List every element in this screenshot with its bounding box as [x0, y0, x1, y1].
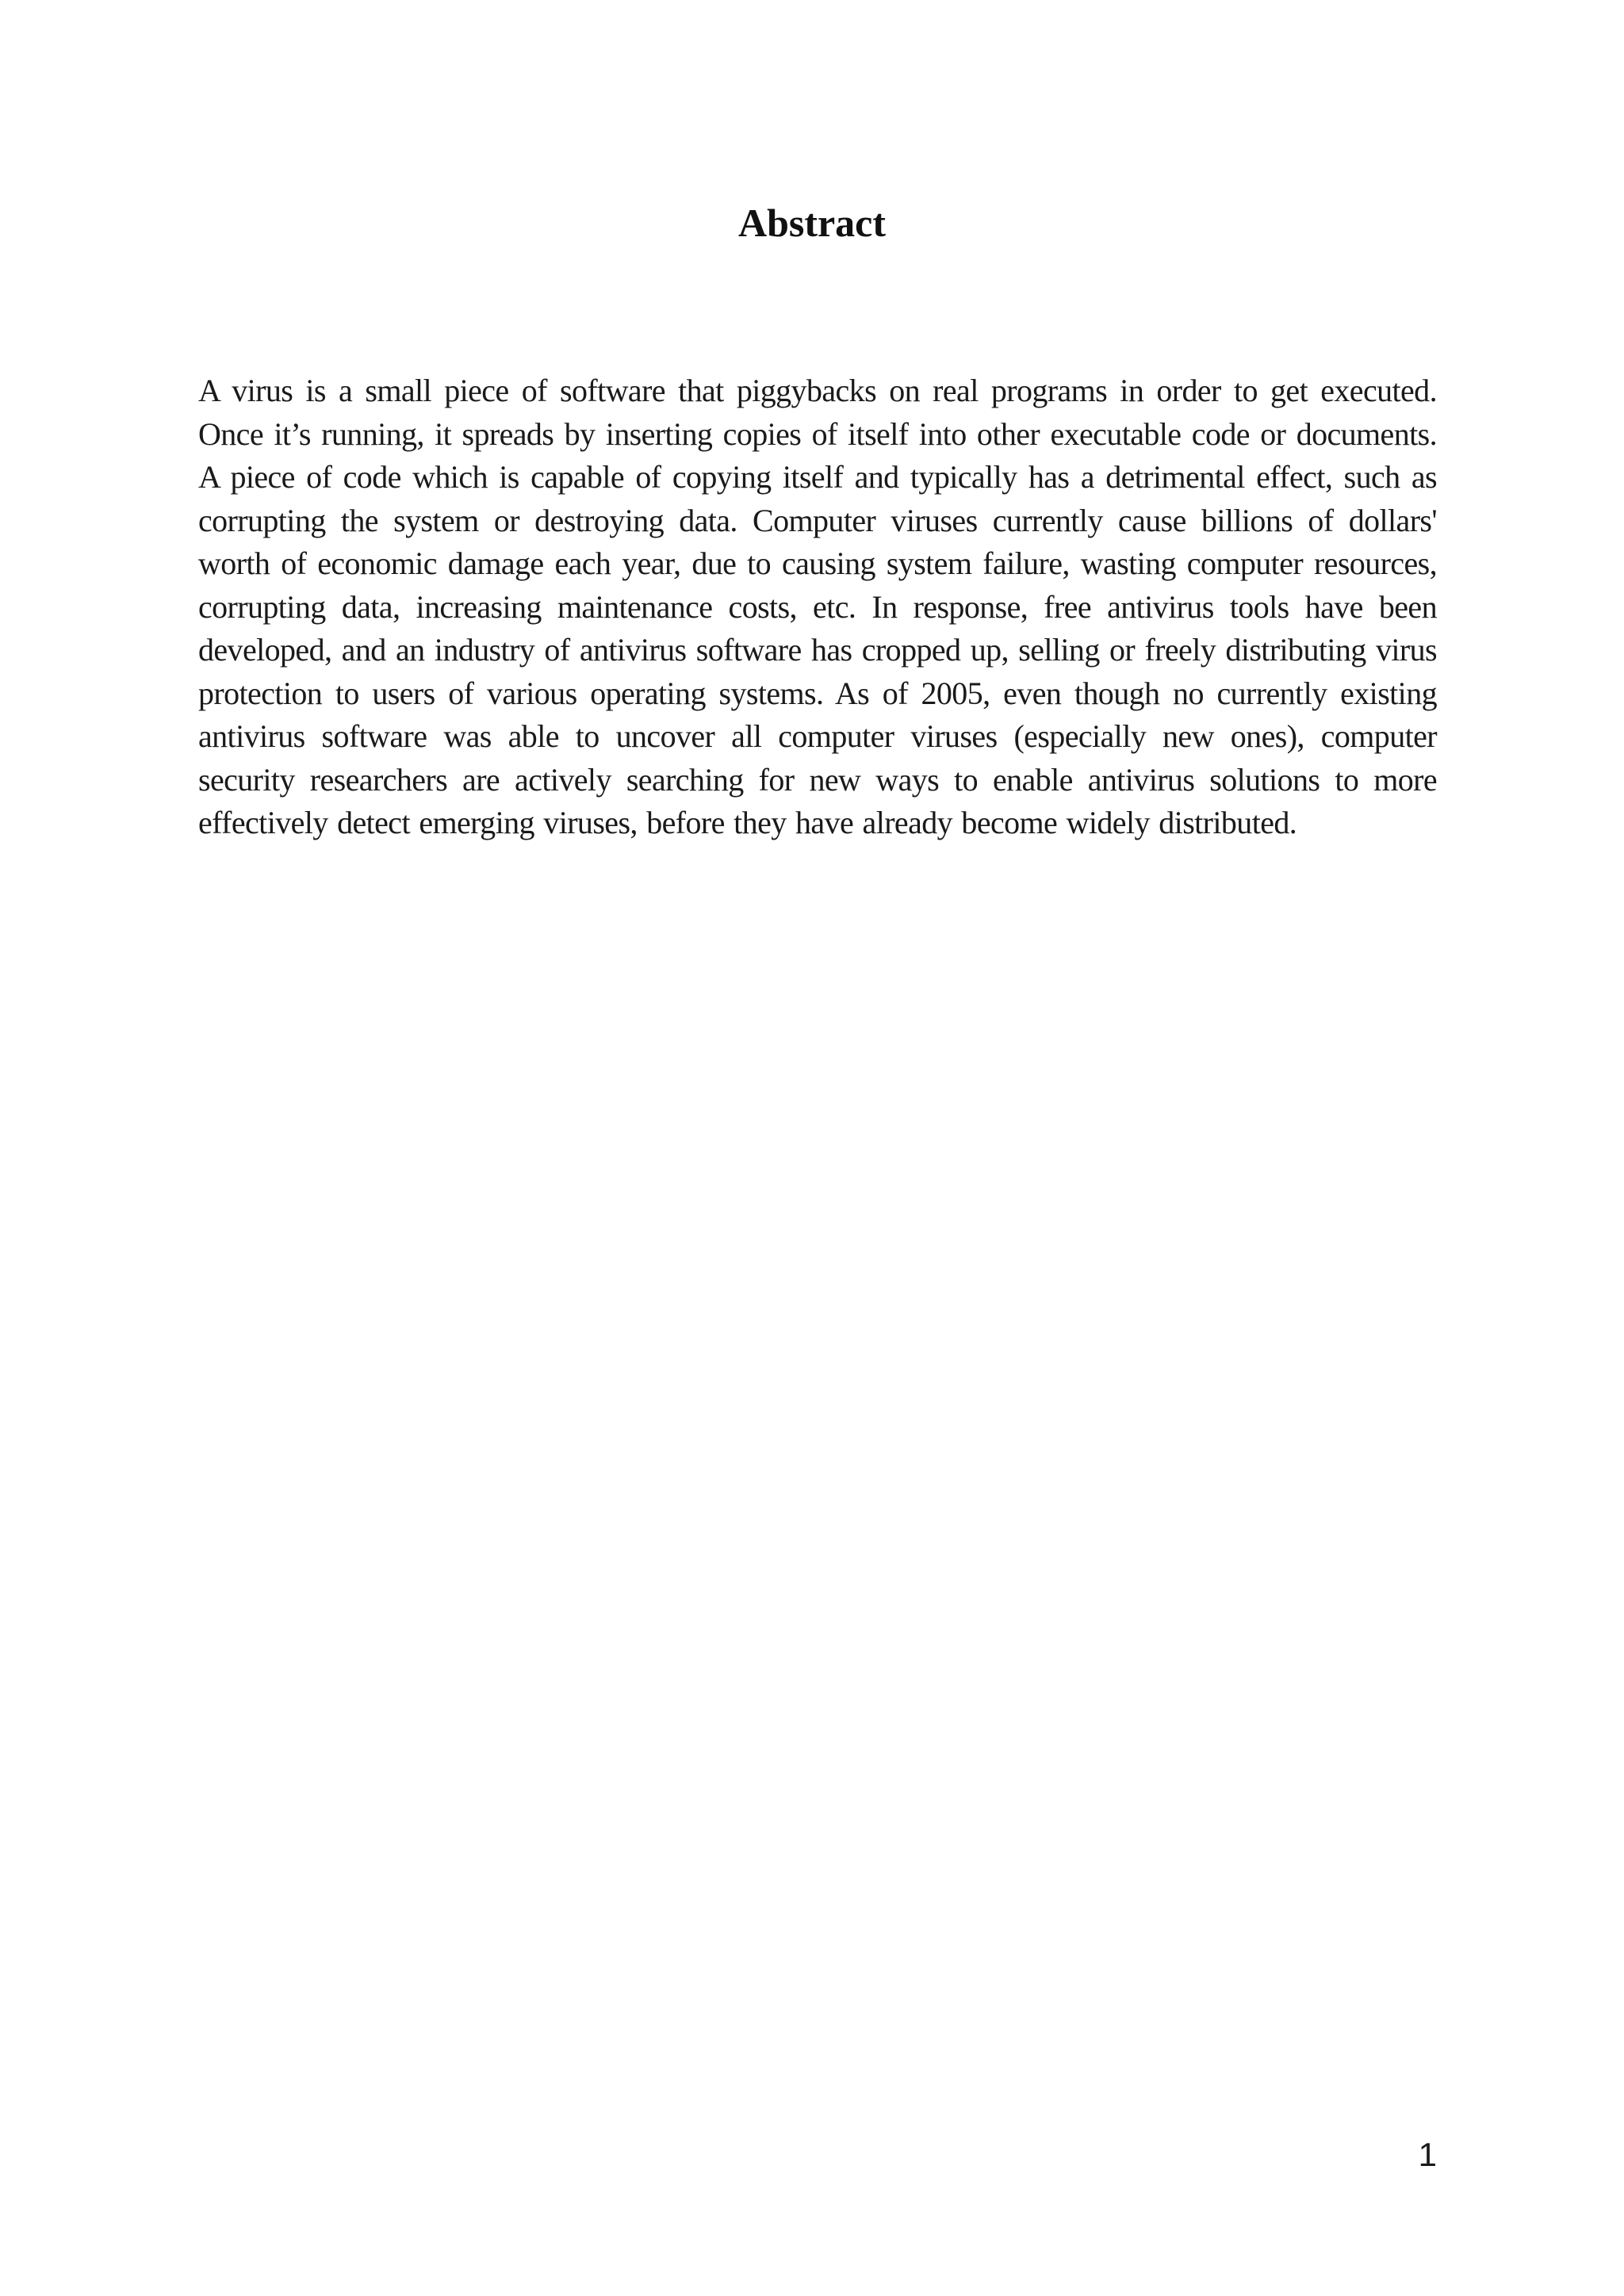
page-number: 1	[1418, 2136, 1437, 2173]
abstract-paragraph: A virus is a small piece of software that piggybacks on real programs in order to get executed. Once it’s running, it spreads by inserting copies of itself into other executable code or documents. A piece of code which is capable of copying itself and typically has a detrimental effect, such as corrupting the system or destroying data. Computer viruses currently cause billions of dollars' worth of economic damage each year, due to causing system failure, wasting computer resources, corrupting data, increasing maintenance costs, etc. In response, free antivirus tools have been developed, and an industry of antivirus software has cropped up, selling or freely distributing virus protection to users of various operating systems. As of 2005, even though no currently existing antivirus software was able to uncover all computer viruses (especially new ones), computer security researchers are actively searching for new ways to enable antivirus solutions to more effectively detect emerging viruses, before they have already become widely distributed.	[198, 373, 1437, 840]
page-title: Abstract	[737, 201, 887, 245]
